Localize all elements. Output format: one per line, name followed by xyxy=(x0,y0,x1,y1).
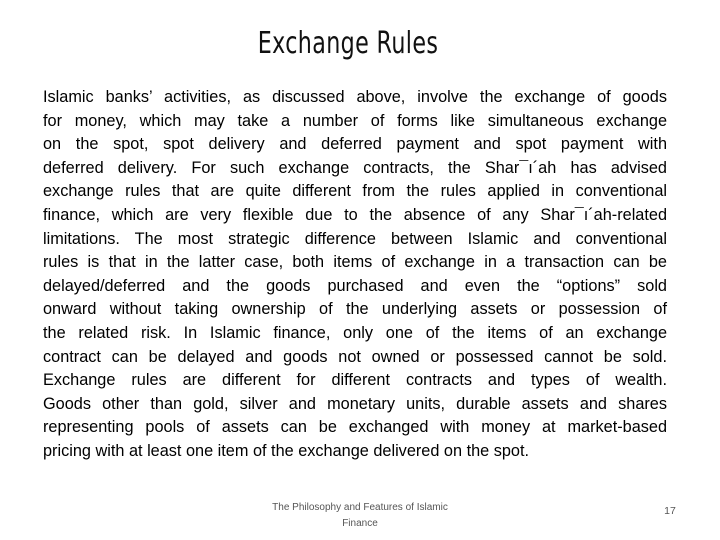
body-line: exchange rules that are quite different from the rules applied in conventional xyxy=(43,182,667,201)
slide-title: Exchange Rules xyxy=(257,26,439,61)
body-line: onward without taking ownership of the underlying assets or possession of xyxy=(43,300,667,319)
body-line: Islamic banks’ activities, as discussed above, involve the exchange of goods xyxy=(43,88,667,106)
body-line: for money, which may take a number of forms like simultaneous exchange xyxy=(43,111,667,130)
body-line: pricing with at least one item of the exchange delivered on the spot. xyxy=(43,441,530,460)
body-paragraph xyxy=(43,86,667,464)
body-line: on the spot, spot delivery and deferred payment and spot payment with xyxy=(43,135,667,154)
body-line: finance, which are very flexible due to the absence of any Shar¯ı´ah-related xyxy=(43,205,667,224)
slide-footer xyxy=(240,500,480,532)
body-line: rules is that in the latter case, both items of exchange in a transaction can be xyxy=(43,253,667,272)
footer-line: Finance xyxy=(342,518,378,529)
body-line: deferred delivery. For such exchange contracts, the Shar¯ı´ah has advised xyxy=(43,158,667,177)
body-line: representing pools of assets can be exchanged with money at market-based xyxy=(43,418,667,437)
footer-line: The Philosophy and Features of Islamic xyxy=(272,502,448,513)
body-line: limitations. The most strategic difference between Islamic and conventional xyxy=(43,229,667,248)
page-number: 17 xyxy=(664,505,676,517)
body-line: Goods other than gold, silver and monetary units, durable assets and shares xyxy=(43,394,667,413)
body-line: the related risk. In Islamic finance, only one of the items of an exchange xyxy=(43,323,667,342)
body-line: Exchange rules are different for different contracts and types of wealth. xyxy=(43,371,667,390)
body-line: delayed/deferred and the goods purchased and even the “options” sold xyxy=(43,276,667,295)
body-line: contract can be delayed and goods not owned or possessed cannot be sold. xyxy=(43,347,667,366)
